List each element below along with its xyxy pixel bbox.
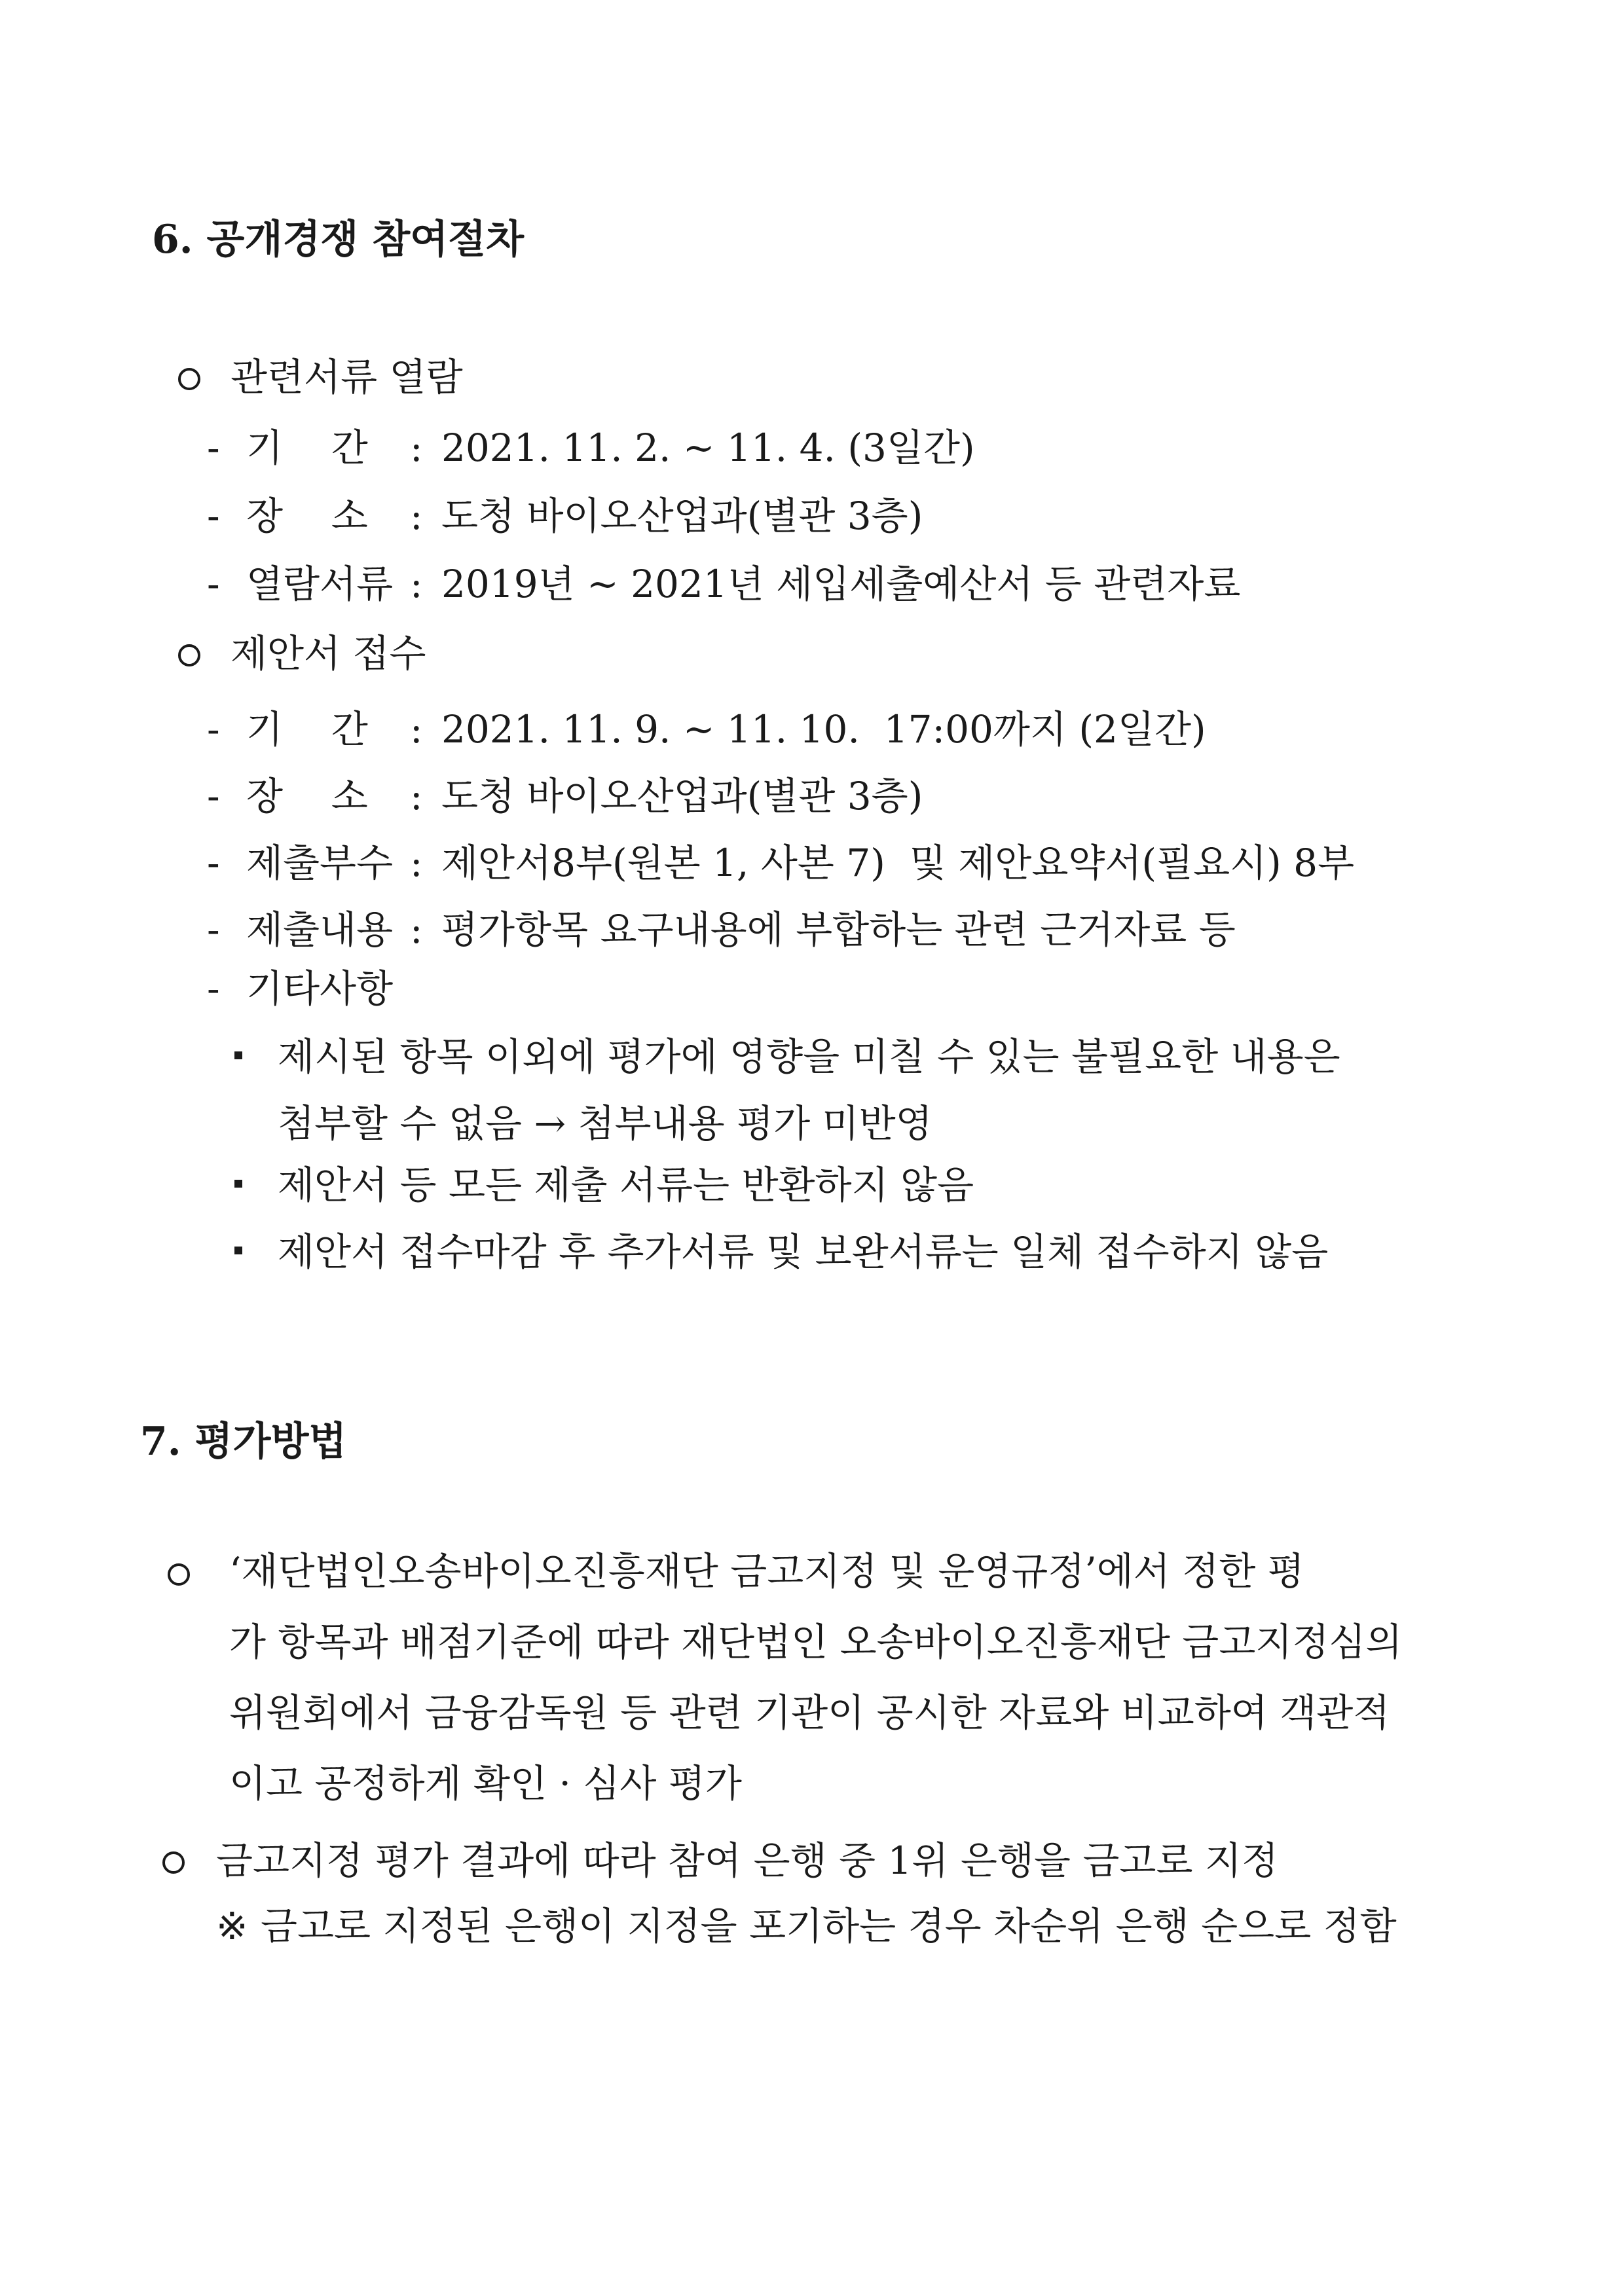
item-row xyxy=(207,965,1451,1012)
item-label: 기 간 xyxy=(246,707,368,752)
square-bullet-icon xyxy=(234,1247,242,1254)
paragraph-line: 위원회에서 금융감독원 등 관련 기관이 공시한 자료와 비교하여 객관적 xyxy=(229,1690,1390,1735)
bullet-text: 제안서 등 모든 제출 서류는 반환하지 않음 xyxy=(278,1163,974,1207)
item-row xyxy=(207,839,1451,886)
item-value: 2021. 11. 9. ~ 11. 10. 17:00까지 (2일간) xyxy=(441,707,1206,752)
item-label: 기타사항 xyxy=(246,966,394,1011)
square-bullet-icon xyxy=(234,1180,242,1188)
note-text: 금고로 지정된 은행이 지정을 포기하는 경우 차순위 은행 순으로 정함 xyxy=(261,1904,1397,1948)
item-dash: - xyxy=(207,774,220,818)
item-value: 평가항목 요구내용에 부합하는 관련 근거자료 등 xyxy=(441,907,1236,952)
item-dash: - xyxy=(207,907,220,952)
item-row xyxy=(207,906,1451,953)
circle-bullet-icon xyxy=(178,644,200,666)
item-row xyxy=(207,560,1451,608)
item-separator: : xyxy=(410,707,423,752)
item-dash: - xyxy=(207,966,220,1011)
block-title: 관련서류 열람 xyxy=(231,355,463,399)
note-row xyxy=(216,1903,1460,1950)
item-label: 장 소 xyxy=(246,494,368,538)
item-separator: : xyxy=(410,774,423,818)
circle-bullet-icon xyxy=(162,1851,185,1874)
item-separator: : xyxy=(410,562,423,606)
item-row xyxy=(207,706,1451,753)
section-6-heading: 6. 공개경쟁 참여절차 xyxy=(152,217,525,263)
paragraph-line: 이고 공정하게 확인 · 심사 평가 xyxy=(229,1761,742,1806)
item-separator: : xyxy=(410,494,423,538)
item-row xyxy=(207,492,1451,539)
item-separator: : xyxy=(410,841,423,885)
item-value: 제안서8부(원본 1, 사본 7) 및 제안요약서(필요시) 8부 xyxy=(441,841,1355,885)
item-label: 제출내용 xyxy=(246,907,394,952)
item-dash: - xyxy=(207,562,220,606)
paragraph-line: 금고지정 평가 결과에 따라 참여 은행 중 1위 은행을 금고로 지정 xyxy=(216,1838,1278,1883)
item-label: 장 소 xyxy=(246,774,368,818)
item-dash: - xyxy=(207,841,220,885)
item-value: 2021. 11. 2. ~ 11. 4. (3일간) xyxy=(441,426,975,470)
paragraph-line: 가 항목과 배점기준에 따라 재단법인 오송바이오진흥재단 금고지정심의 xyxy=(229,1620,1403,1664)
block-title: 제안서 접수 xyxy=(231,631,426,676)
item-row xyxy=(207,773,1451,820)
square-bullet-icon xyxy=(234,1051,242,1059)
item-label: 기 간 xyxy=(246,426,368,470)
bullet-text-continued: 첨부할 수 없음 → 첨부내용 평가 미반영 xyxy=(278,1101,932,1146)
bullet-text: 제안서 접수마감 후 추가서류 및 보완서류는 일체 접수하지 않음 xyxy=(278,1230,1329,1274)
item-label: 열람서류 xyxy=(246,562,394,606)
bullet-text: 제시된 항목 이외에 평가에 영향을 미칠 수 있는 불필요한 내용은 xyxy=(278,1034,1340,1079)
item-value: 2019년 ~ 2021년 세입세출예산서 등 관련자료 xyxy=(441,562,1241,606)
reference-mark-icon: ※ xyxy=(216,1904,248,1948)
item-dash: - xyxy=(207,707,220,752)
item-label: 제출부수 xyxy=(246,841,394,885)
item-separator: : xyxy=(410,426,423,470)
paragraph-line: ‘재단법인오송바이오진흥재단 금고지정 및 운영규정’에서 정한 평 xyxy=(229,1549,1304,1594)
item-row xyxy=(207,424,1451,471)
circle-bullet-icon xyxy=(178,368,200,390)
section-7-heading: 7. 평가방법 xyxy=(140,1419,347,1465)
item-dash: - xyxy=(207,426,220,470)
item-dash: - xyxy=(207,494,220,538)
item-value: 도청 바이오산업과(별관 3층) xyxy=(441,494,923,538)
item-separator: : xyxy=(410,907,423,952)
item-value: 도청 바이오산업과(별관 3층) xyxy=(441,774,923,818)
circle-bullet-icon xyxy=(168,1563,190,1586)
